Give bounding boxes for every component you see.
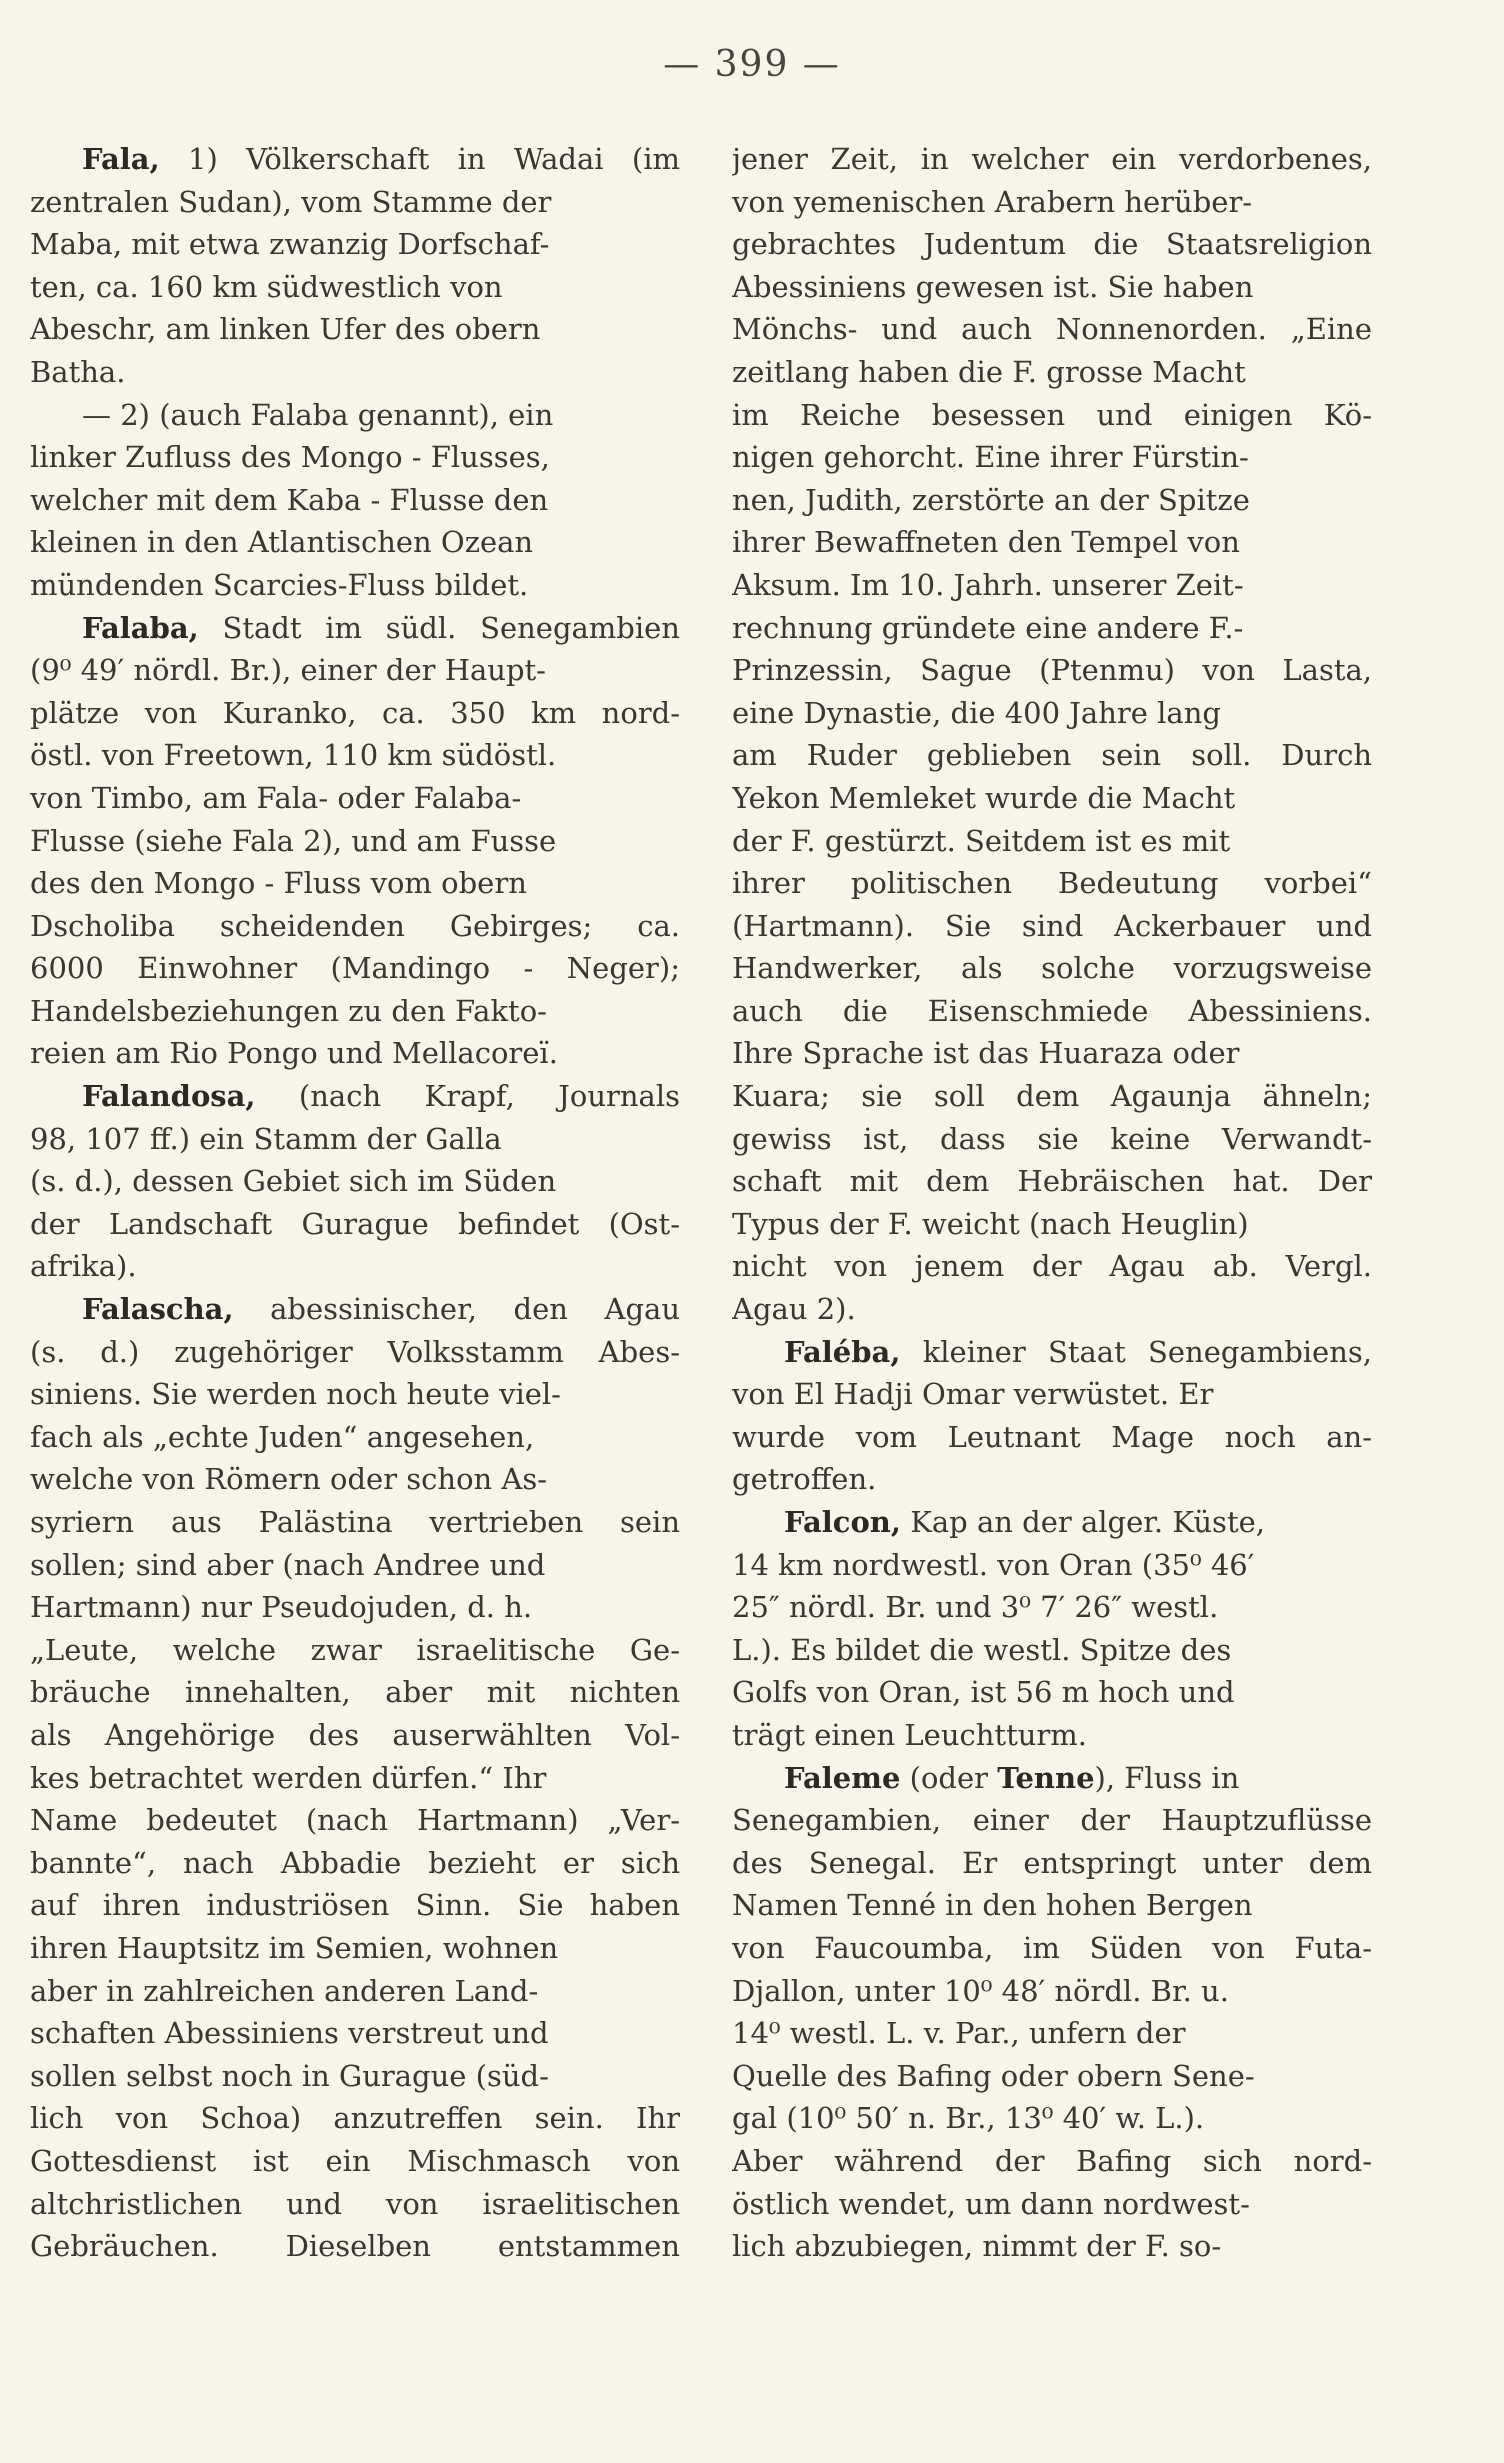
line-text: welche von Römern oder schon As- bbox=[30, 1462, 548, 1497]
line-text: ihrer Bewaffneten den Tempel von bbox=[732, 525, 1240, 560]
line-text: bannte“, nach Abbadie bezieht er sich bbox=[30, 1845, 680, 1880]
line-text: abessinischer, den Agau bbox=[233, 1292, 680, 1327]
text-line bbox=[30, 1586, 680, 1629]
text-line bbox=[30, 2140, 680, 2183]
line-text: östlich wendet, um dann nordwest- bbox=[732, 2186, 1250, 2221]
text-line bbox=[732, 1927, 1372, 1970]
text-line bbox=[732, 1970, 1372, 2013]
text-line bbox=[732, 1032, 1372, 1075]
text-line bbox=[30, 734, 680, 777]
text-line bbox=[30, 1629, 680, 1672]
line-text: Golfs von Oran, ist 56 m hoch und bbox=[732, 1675, 1235, 1710]
line-text: zeitlang haben die F. grosse Macht bbox=[732, 354, 1246, 389]
text-line bbox=[732, 1544, 1372, 1587]
text-line bbox=[30, 394, 680, 437]
line-text: „Leute, welche zwar israelitische Ge- bbox=[30, 1632, 680, 1667]
text-line bbox=[732, 223, 1372, 266]
line-text: siniens. Sie werden noch heute viel- bbox=[30, 1377, 561, 1412]
text-line bbox=[30, 223, 680, 266]
line-text: von Faucoumba, im Süden von Futa- bbox=[732, 1930, 1372, 1965]
text-line bbox=[30, 138, 680, 181]
line-text: welcher mit dem Kaba - Flusse den bbox=[30, 482, 549, 517]
line-text: kleiner Staat Senegambiens, bbox=[900, 1334, 1372, 1369]
line-text: im Reiche besessen und einigen Kö- bbox=[732, 397, 1372, 432]
text-line bbox=[732, 1203, 1372, 1246]
line-text: Abeschr, am linken Ufer des obern bbox=[30, 312, 541, 347]
line-text: Dscholiba scheidenden Gebirges; ca. bbox=[30, 908, 680, 943]
line-text: trägt einen Leuchtturm. bbox=[732, 1717, 1087, 1752]
text-line bbox=[732, 1245, 1372, 1288]
line-text: jener Zeit, in welcher ein verdorbenes, bbox=[732, 142, 1372, 176]
text-line bbox=[732, 1629, 1372, 1672]
text-line bbox=[30, 1927, 680, 1970]
text-line bbox=[30, 308, 680, 351]
line-text: — 2) (auch Falaba genannt), ein bbox=[82, 397, 554, 432]
text-line bbox=[30, 947, 680, 990]
text-line bbox=[30, 990, 680, 1033]
line-text: auch die Eisenschmiede Abessiniens. bbox=[732, 993, 1372, 1028]
line-text: Handwerker, als solche vorzugsweise bbox=[732, 951, 1372, 986]
line-text: am Ruder geblieben sein soll. Durch bbox=[732, 738, 1372, 773]
line-text: linker Zufluss des Mongo - Flusses, bbox=[30, 440, 550, 475]
line-text: ihren Hauptsitz im Semien, wohnen bbox=[30, 1930, 559, 1965]
line-text: des Senegal. Er entspringt unter dem bbox=[732, 1845, 1372, 1880]
line-text: kleinen in den Atlantischen Ozean bbox=[30, 525, 534, 560]
line-text: syriern aus Palästina vertrieben sein bbox=[30, 1505, 680, 1539]
text-line bbox=[732, 1884, 1372, 1927]
text-line bbox=[732, 990, 1372, 1033]
line-text: schaft mit dem Hebräischen hat. Der bbox=[732, 1164, 1372, 1199]
line-text: (s. d.) zugehöriger Volksstamm Abes- bbox=[30, 1334, 680, 1369]
line-text: Handelsbeziehungen zu den Fakto- bbox=[30, 993, 547, 1028]
text-line bbox=[732, 2055, 1372, 2098]
text-line bbox=[30, 2097, 680, 2140]
text-line bbox=[30, 1799, 680, 1842]
text-line bbox=[732, 266, 1372, 309]
text-line bbox=[732, 1288, 1372, 1331]
text-line bbox=[30, 351, 680, 394]
line-text: altchristlichen und von israelitischen bbox=[30, 2186, 680, 2221]
line-text: Aber während der Bafing sich nord- bbox=[732, 2143, 1372, 2178]
text-line bbox=[30, 1118, 680, 1161]
text-line bbox=[732, 1671, 1372, 1714]
text-line bbox=[30, 1757, 680, 1800]
text-line bbox=[30, 1544, 680, 1587]
line-text: aber in zahlreichen anderen Land- bbox=[30, 1973, 539, 2008]
text-line bbox=[732, 1416, 1372, 1459]
line-text: des den Mongo - Fluss vom obern bbox=[30, 866, 527, 901]
text-line bbox=[30, 1842, 680, 1885]
line-text: (s. d.), dessen Gebiet sich im Süden bbox=[30, 1164, 557, 1199]
entry-headword: Tenne bbox=[997, 1760, 1095, 1795]
text-line bbox=[30, 1288, 680, 1331]
line-text: Gottesdienst ist ein Mischmasch von bbox=[30, 2143, 680, 2178]
line-text: nigen gehorcht. Eine ihrer Fürstin- bbox=[732, 440, 1249, 475]
text-line bbox=[30, 1458, 680, 1501]
text-line bbox=[732, 862, 1372, 905]
line-text: 25″ nördl. Br. und 3⁰ 7′ 26″ westl. bbox=[732, 1590, 1219, 1625]
line-text: sollen; sind aber (nach Andree und bbox=[30, 1547, 546, 1582]
text-line bbox=[30, 820, 680, 863]
line-text: L.). Es bildet die westl. Spitze des bbox=[732, 1632, 1232, 1667]
line-text: Batha. bbox=[30, 354, 126, 389]
line-text: von Timbo, am Fala- oder Falaba- bbox=[30, 780, 522, 815]
line-text: reien am Rio Pongo und Mellacoreï. bbox=[30, 1036, 558, 1071]
line-text: Mönchs- und auch Nonnenorden. „Eine bbox=[732, 312, 1372, 347]
line-text: schaften Abessiniens verstreut und bbox=[30, 2016, 549, 2051]
line-text: von El Hadji Omar verwüstet. Er bbox=[732, 1377, 1214, 1412]
text-line bbox=[30, 2183, 680, 2226]
text-line bbox=[732, 649, 1372, 692]
line-text: kes betrachtet werden dürfen.“ Ihr bbox=[30, 1760, 547, 1795]
line-text: lich abzubiegen, nimmt der F. so- bbox=[732, 2229, 1222, 2264]
text-line bbox=[732, 479, 1372, 522]
entry-headword: Falcon, bbox=[784, 1505, 901, 1539]
line-text: lich von Schoa) anzutreffen sein. Ihr bbox=[30, 2101, 680, 2136]
line-text: (nach Krapf, Journals bbox=[255, 1079, 680, 1114]
text-line bbox=[732, 181, 1372, 224]
line-text: gal (10⁰ 50′ n. Br., 13⁰ 40′ w. L.). bbox=[732, 2101, 1205, 2136]
line-text: afrika). bbox=[30, 1249, 137, 1284]
line-text: 98, 107 ff.) ein Stamm der Galla bbox=[30, 1121, 502, 1156]
line-text: Kuara; sie soll dem Agaunja ähneln; bbox=[732, 1079, 1372, 1114]
text-line bbox=[30, 607, 680, 650]
line-text: getroffen. bbox=[732, 1462, 877, 1497]
line-text: plätze von Kuranko, ca. 350 km nord- bbox=[30, 695, 680, 730]
text-line bbox=[30, 1160, 680, 1203]
line-text: (9⁰ 49′ nördl. Br.), einer der Haupt- bbox=[30, 653, 546, 688]
line-text: Kap an der alger. Küste, bbox=[901, 1505, 1265, 1539]
entry-headword: Faléba, bbox=[784, 1334, 901, 1369]
text-line bbox=[732, 1118, 1372, 1161]
line-text: der Landschaft Gurague befindet (Ost- bbox=[30, 1206, 680, 1241]
line-text: der F. gestürzt. Seitdem ist es mit bbox=[732, 823, 1231, 858]
text-line bbox=[30, 1714, 680, 1757]
line-text: ten, ca. 160 km südwestlich von bbox=[30, 269, 503, 304]
text-line bbox=[732, 820, 1372, 863]
text-line bbox=[732, 1501, 1372, 1544]
text-line bbox=[30, 777, 680, 820]
line-text: rechnung gründete eine andere F.- bbox=[732, 610, 1244, 645]
text-line bbox=[732, 308, 1372, 351]
line-text: mündenden Scarcies-Fluss bildet. bbox=[30, 567, 529, 602]
line-text: Gebräuchen. Dieselben entstammen bbox=[30, 2229, 680, 2264]
text-line bbox=[732, 2183, 1372, 2226]
text-line bbox=[30, 1373, 680, 1416]
line-text: Aksum. Im 10. Jahrh. unserer Zeit- bbox=[732, 567, 1244, 602]
text-line bbox=[30, 1501, 680, 1544]
text-line bbox=[30, 1884, 680, 1927]
text-line bbox=[732, 2140, 1372, 2183]
text-line bbox=[732, 1586, 1372, 1629]
line-text: Agau 2). bbox=[732, 1292, 856, 1327]
text-line bbox=[732, 1075, 1372, 1118]
text-line bbox=[732, 351, 1372, 394]
text-line bbox=[30, 649, 680, 692]
line-text: auf ihren industriösen Sinn. Sie haben bbox=[30, 1888, 680, 1923]
text-line bbox=[30, 266, 680, 309]
text-line bbox=[732, 436, 1372, 479]
line-text: ihrer politischen Bedeutung vorbei“ bbox=[732, 866, 1372, 901]
line-text: Hartmann) nur Pseudojuden, d. h. bbox=[30, 1590, 533, 1625]
text-line bbox=[732, 1373, 1372, 1416]
text-line bbox=[30, 1331, 680, 1374]
line-text: (oder bbox=[900, 1760, 998, 1795]
text-line bbox=[30, 1245, 680, 1288]
line-text: eine Dynastie, die 400 Jahre lang bbox=[732, 695, 1221, 730]
line-text: 1) Völkerschaft in Wadai (im bbox=[159, 142, 680, 176]
text-line bbox=[30, 1970, 680, 2013]
line-text: Stadt im südl. Senegambien bbox=[198, 610, 680, 645]
line-text: 6000 Einwohner (Mandingo - Neger); bbox=[30, 951, 680, 986]
text-line bbox=[30, 2055, 680, 2098]
text-line bbox=[732, 521, 1372, 564]
line-text: (Hartmann). Sie sind Ackerbauer und bbox=[732, 908, 1372, 943]
line-text: Name bedeutet (nach Hartmann) „Ver- bbox=[30, 1803, 680, 1838]
text-line bbox=[30, 1032, 680, 1075]
text-line bbox=[30, 1671, 680, 1714]
text-line bbox=[30, 1075, 680, 1118]
text-line bbox=[30, 521, 680, 564]
line-text: Namen Tenné in den hohen Bergen bbox=[732, 1888, 1253, 1923]
left-column bbox=[30, 138, 680, 2268]
text-line bbox=[30, 181, 680, 224]
line-text: Prinzessin, Sague (Ptenmu) von Lasta, bbox=[732, 653, 1372, 688]
text-line bbox=[732, 1331, 1372, 1374]
text-line bbox=[30, 1203, 680, 1246]
text-line bbox=[732, 564, 1372, 607]
text-line bbox=[30, 862, 680, 905]
text-line bbox=[732, 1799, 1372, 1842]
line-text: Typus der F. weicht (nach Heuglin) bbox=[732, 1206, 1249, 1241]
text-line bbox=[30, 1416, 680, 1459]
line-text: gewiss ist, dass sie keine Verwandt- bbox=[732, 1121, 1372, 1156]
text-line bbox=[732, 138, 1372, 181]
line-text: als Angehörige des auserwählten Vol- bbox=[30, 1717, 680, 1752]
line-text: sollen selbst noch in Gurague (süd- bbox=[30, 2058, 549, 2093]
text-line bbox=[30, 2012, 680, 2055]
entry-headword: Faleme bbox=[784, 1760, 901, 1795]
line-text: Abessiniens gewesen ist. Sie haben bbox=[732, 269, 1254, 304]
entry-headword: Fala, bbox=[82, 142, 160, 176]
line-text: Maba, mit etwa zwanzig Dorfschaf- bbox=[30, 227, 550, 262]
line-text: Ihre Sprache ist das Huaraza oder bbox=[732, 1036, 1240, 1071]
text-line bbox=[732, 1842, 1372, 1885]
text-line bbox=[732, 947, 1372, 990]
line-text: 14⁰ westl. L. v. Par., unfern der bbox=[732, 2016, 1186, 2051]
entry-headword: Falascha, bbox=[82, 1292, 234, 1327]
line-text: gebrachtes Judentum die Staatsreligion bbox=[732, 227, 1372, 262]
text-line bbox=[30, 2225, 680, 2268]
text-line bbox=[30, 692, 680, 735]
text-line bbox=[732, 1458, 1372, 1501]
text-line bbox=[732, 905, 1372, 948]
text-line bbox=[732, 777, 1372, 820]
entry-headword: Falandosa, bbox=[82, 1079, 256, 1114]
text-line bbox=[732, 734, 1372, 777]
text-line bbox=[732, 1714, 1372, 1757]
line-text: fach als „echte Juden“ angesehen, bbox=[30, 1419, 535, 1454]
line-text: zentralen Sudan), vom Stamme der bbox=[30, 184, 552, 219]
line-text: Yekon Memleket wurde die Macht bbox=[732, 780, 1236, 815]
text-line bbox=[732, 1757, 1372, 1800]
text-line bbox=[30, 905, 680, 948]
line-text: Senegambien, einer der Hauptzuflüsse bbox=[732, 1803, 1372, 1838]
text-line bbox=[732, 2225, 1372, 2268]
text-line bbox=[30, 564, 680, 607]
text-line bbox=[732, 692, 1372, 735]
line-text: ), Fluss in bbox=[1094, 1760, 1240, 1795]
text-line bbox=[732, 2012, 1372, 2055]
line-text: Djallon, unter 10⁰ 48′ nördl. Br. u. bbox=[732, 1973, 1229, 2008]
line-text: bräuche innehalten, aber mit nichten bbox=[30, 1675, 680, 1710]
line-text: Quelle des Bafing oder obern Sene- bbox=[732, 2058, 1255, 2093]
page-number: — 399 — bbox=[663, 44, 841, 85]
line-text: nen, Judith, zerstörte an der Spitze bbox=[732, 482, 1250, 517]
entry-headword: Falaba, bbox=[82, 610, 199, 645]
text-line bbox=[732, 2097, 1372, 2140]
line-text: wurde vom Leutnant Mage noch an- bbox=[732, 1419, 1372, 1454]
line-text: Flusse (siehe Fala 2), und am Fusse bbox=[30, 823, 557, 858]
line-text: von yemenischen Arabern herüber- bbox=[732, 184, 1253, 219]
text-line bbox=[732, 394, 1372, 437]
right-column bbox=[732, 138, 1372, 2268]
text-line bbox=[732, 1160, 1372, 1203]
text-line bbox=[732, 607, 1372, 650]
line-text: nicht von jenem der Agau ab. Vergl. bbox=[732, 1249, 1372, 1284]
text-line bbox=[30, 436, 680, 479]
text-line bbox=[30, 479, 680, 522]
line-text: östl. von Freetown, 110 km südöstl. bbox=[30, 738, 557, 773]
line-text: 14 km nordwestl. von Oran (35⁰ 46′ bbox=[732, 1547, 1255, 1582]
